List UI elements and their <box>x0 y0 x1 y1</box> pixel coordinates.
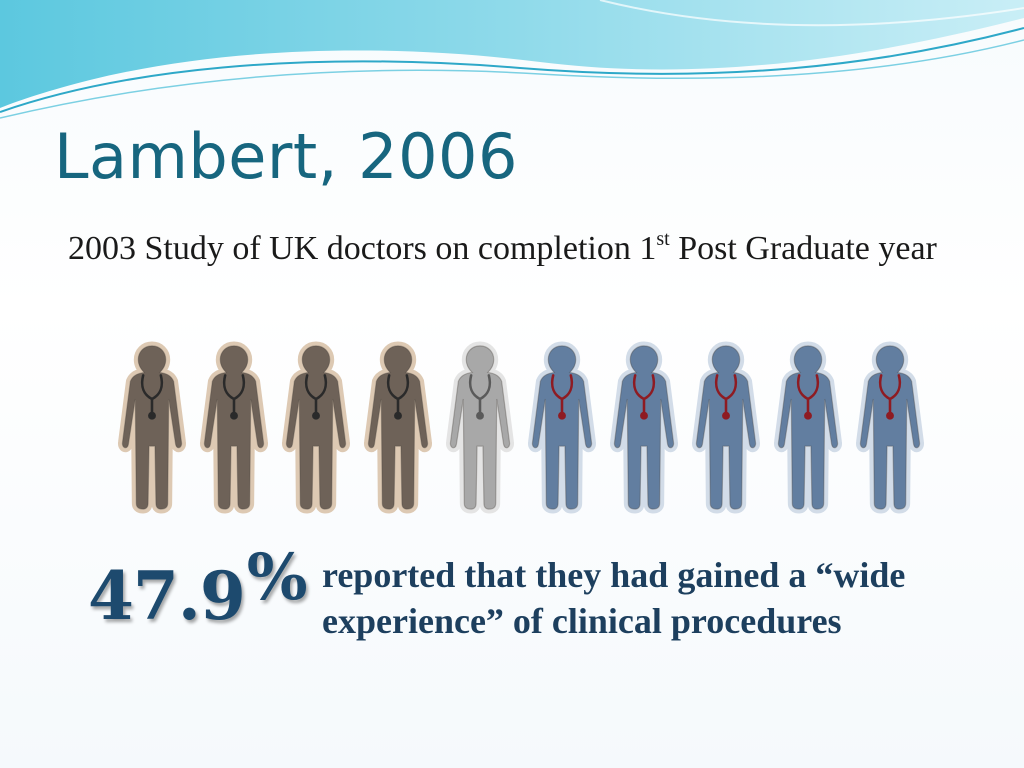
stat-unit: % <box>246 540 307 615</box>
study-description-tail: Post Graduate year <box>669 230 937 267</box>
header-wave-decoration <box>0 0 1024 130</box>
doctor-figure-icon <box>854 340 926 515</box>
doctor-figure-icon <box>280 340 352 515</box>
slide-title: Lambert, 2006 <box>54 120 518 193</box>
ordinal-suffix: st <box>656 228 670 250</box>
study-description <box>68 225 972 273</box>
doctor-figure-icon <box>198 340 270 515</box>
doctor-figure-icon <box>362 340 434 515</box>
doctor-figure-icon <box>444 340 516 515</box>
stat-value: 47.9 <box>88 557 245 635</box>
doctor-figure-icon <box>526 340 598 515</box>
doctor-figure-icon <box>608 340 680 515</box>
study-description-main: 2003 Study of UK doctors on completion 1 <box>68 230 657 267</box>
doctor-figure-icon <box>116 340 188 515</box>
doctor-figure-icon <box>772 340 844 515</box>
doctor-figure-icon <box>690 340 762 515</box>
percentage-stat <box>88 540 307 635</box>
doctor-pictogram <box>116 340 926 515</box>
stat-caption: reported that they had gained a “wide experience” of clinical procedures <box>322 555 906 641</box>
